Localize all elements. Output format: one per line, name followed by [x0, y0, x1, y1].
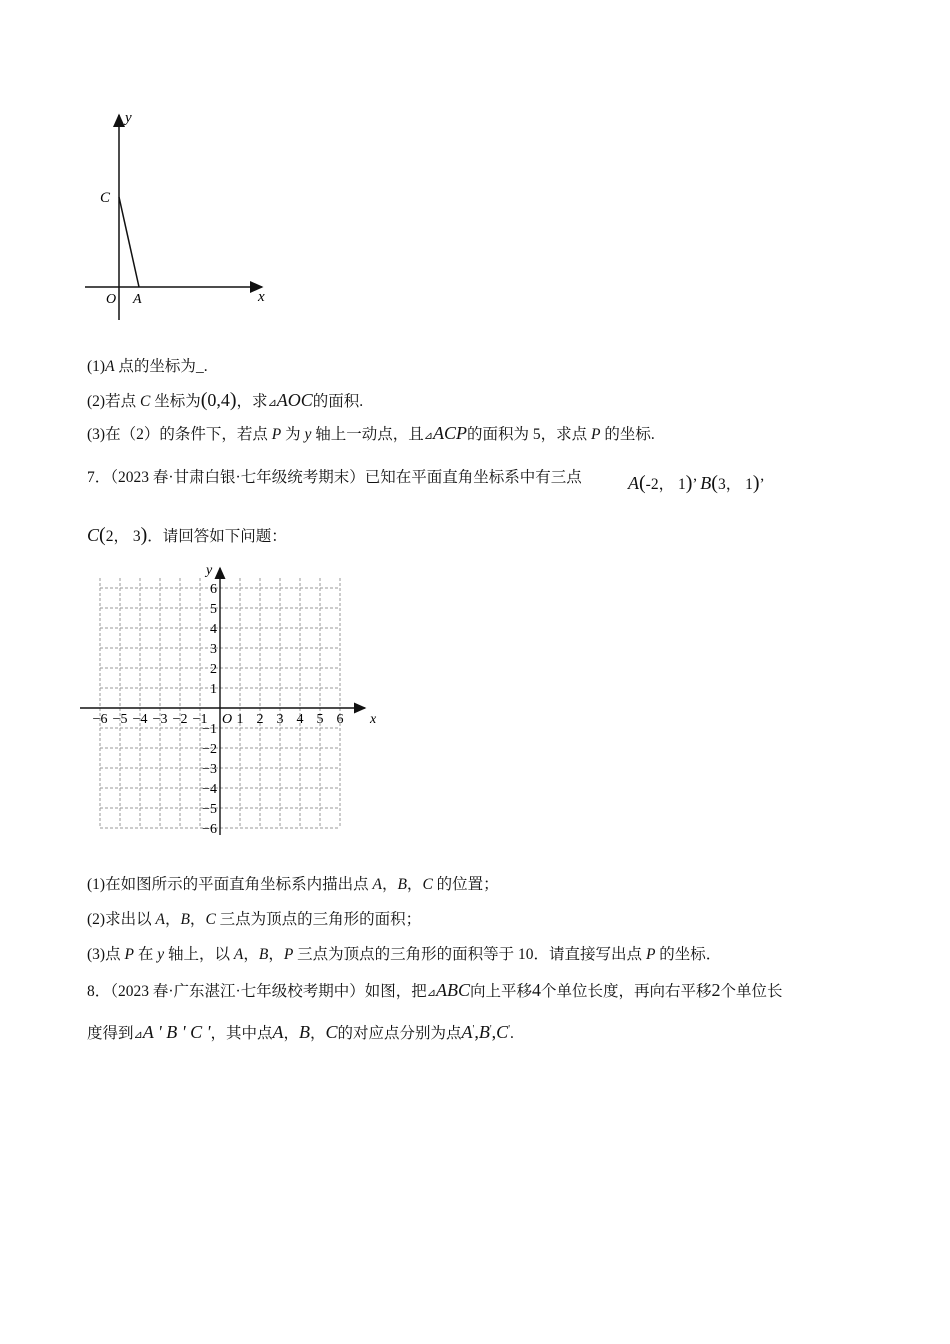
q7-heading: 7．（2023 春·甘肃白银·七年级统考期末）已知在平面直角坐标系中有三点	[87, 469, 582, 486]
x-tick-label: −4	[132, 712, 148, 727]
question-source: （2023 春·甘肃白银·七年级统考期末）	[110, 469, 365, 486]
y-tick-label: 3	[210, 642, 217, 657]
answer-blank: _	[195, 358, 204, 375]
figure-axes-triangle	[80, 105, 280, 330]
x-tick-label: 5	[316, 712, 324, 727]
y-tick-label: −3	[202, 762, 217, 777]
y-tick-label: 4	[210, 622, 217, 637]
point-c-label: C	[100, 190, 111, 206]
origin-label: O	[106, 292, 117, 307]
y-axis-label: y	[206, 563, 213, 578]
x-tick-label: 2	[256, 712, 264, 727]
y-tick-label: −2	[202, 742, 217, 757]
x-tick-label: −2	[172, 712, 188, 727]
x-axis-label: x	[258, 289, 265, 305]
q7-point-c: C(2， 3)．请回答如下问题：	[87, 524, 287, 546]
segment-ca	[119, 197, 139, 287]
x-axis-label: x	[370, 712, 377, 727]
y-tick-label: 2	[210, 662, 217, 677]
question-number: 8．	[87, 983, 111, 1000]
x-tick-label: −1	[192, 712, 208, 727]
origin-label: O	[222, 712, 233, 727]
x-tick-label: 1	[236, 712, 244, 727]
q6-part2: (2)若点 C 坐标为(0,4)，求⊿AOC的面积.	[87, 389, 364, 411]
x-tick-label: 3	[276, 712, 284, 727]
q8-line2: 度得到⊿A ' B ' C '，其中点A，B，C的对应点分别为点A',B',C'.	[87, 1022, 514, 1043]
q6-part3: (3)在（2）的条件下，若点 P 为 y 轴上一动点，且⊿ACP的面积为 5，求点 P 的坐标.	[87, 423, 655, 443]
q7-part1: (1)在如图所示的平面直角坐标系内描出点 A，B，C 的位置；	[87, 876, 499, 893]
y-tick-label: −1	[202, 722, 217, 737]
q7-part3: (3)点 P 在 y 轴上，以 A，B，P 三点为顶点的三角形的面积等于 10．请直接写出点 P 的坐标．	[87, 946, 722, 963]
y-tick-label: −5	[202, 802, 217, 817]
y-axis-label: y	[125, 110, 132, 126]
x-tick-label: 4	[296, 712, 304, 727]
y-tick-label: 5	[210, 602, 217, 617]
x-tick-label: −3	[152, 712, 168, 727]
x-tick-label: 6	[336, 712, 344, 727]
coordinate-grid	[80, 555, 390, 835]
point-a-label: A	[133, 292, 142, 307]
question-number: 7．	[87, 469, 111, 486]
q8-line1: 8．（2023 春·广东湛江·七年级校考期中）如图，把⊿ABC向上平移4个单位长度，再向右平移2个单位长	[87, 980, 783, 1000]
x-tick-label: −5	[112, 712, 128, 727]
y-tick-label: −4	[202, 782, 217, 797]
y-tick-label: 6	[210, 582, 217, 597]
y-tick-label: 1	[210, 682, 217, 697]
question-source: （2023 春·广东湛江·七年级校考期中）	[110, 983, 365, 1000]
q7-part2: (2)求出以 A，B，C 三点为顶点的三角形的面积；	[87, 911, 422, 928]
q6-part1: (1)A 点的坐标为_.	[87, 358, 208, 375]
x-tick-label: −6	[92, 712, 108, 727]
q7-points-ab: A(-2， 1)’ B(3， 1)’	[628, 472, 765, 494]
y-tick-label: −6	[202, 822, 217, 835]
